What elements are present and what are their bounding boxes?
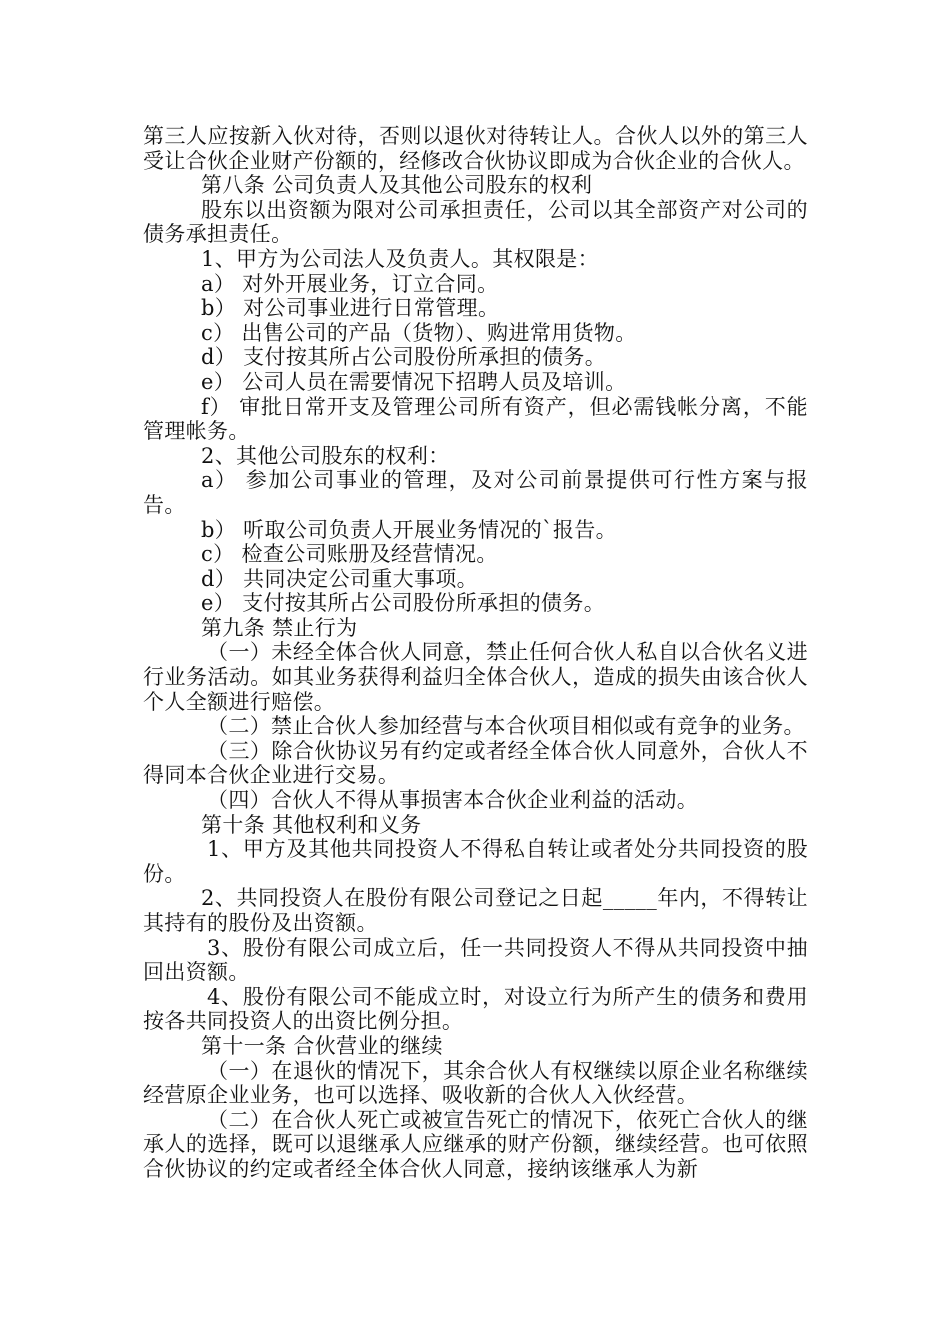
list-item: b） 对公司事业进行日常管理。: [201, 296, 500, 321]
paragraph: （一）未经全体合伙人同意，禁止任何合伙人私自以合伙名义进行业务活动。如其业务获得利益归全体合伙人，造成的损失由该合伙人个人全额进行赔偿。: [143, 640, 808, 714]
paragraph: 第三人应按新入伙对待，否则以退伙对待转让人。合伙人以外的第三人受让合伙企业财产份额的，经修改合伙协议即成为合伙企业的合伙人。: [143, 124, 808, 173]
list-item: e） 支付按其所占公司股份所承担的债务。: [201, 591, 606, 616]
list-item: e） 公司人员在需要情况下招聘人员及培训。: [201, 369, 627, 394]
paragraph: 股东以出资额为限对公司承担责任，公司以其全部资产对公司的债务承担责任。: [143, 197, 808, 247]
list-heading: 1、甲方为公司法人及负责人。其权限是：: [201, 246, 600, 271]
list-item: f） 审批日常开支及管理公司所有资产，但必需钱帐分离，不能管理帐务。: [143, 394, 808, 444]
paragraph: （二）禁止合伙人参加经营与本合伙项目相似或有竞争的业务。: [207, 714, 805, 739]
article-heading: 第八条 公司负责人及其他公司股东的权利: [201, 173, 593, 198]
paragraph: （四）合伙人不得从事损害本合伙企业利益的活动。: [207, 788, 699, 813]
list-heading: 2、其他公司股东的权利：: [201, 443, 450, 468]
paragraph: 2、共同投资人在股份有限公司登记之日起_____年内，不得转让其持有的股份及出资额。: [143, 886, 808, 935]
paragraph: 4、股份有限公司不能成立时，对设立行为所产生的债务和费用按各共同投资人的出资比例分担。: [143, 984, 808, 1034]
paragraph: 1、甲方及其他共同投资人不得私自转让或者处分共同投资的股份。: [143, 837, 808, 886]
list-item: a） 对外开展业务，订立合同。: [201, 271, 499, 296]
paragraph: （三）除合伙协议另有约定或者经全体合伙人同意外，合伙人不得同本合伙企业进行交易。: [143, 738, 808, 788]
article-heading: 第十条 其他权利和义务: [201, 812, 422, 837]
paragraph: （一）在退伙的情况下，其余合伙人有权继续以原企业名称继续经营原企业业务，也可以选择、吸收新的合伙人入伙经营。: [143, 1058, 808, 1108]
list-item: d） 支付按其所占公司股份所承担的债务。: [201, 345, 607, 370]
list-item: c） 检查公司账册及经营情况。: [201, 542, 498, 567]
article-heading: 第九条 禁止行为: [201, 615, 358, 640]
paragraph: 3、股份有限公司成立后，任一共同投资人不得从共同投资中抽回出资额。: [143, 935, 808, 985]
list-item: d） 共同决定公司重大事项。: [201, 566, 479, 591]
document-page: [143, 124, 808, 1182]
article-heading: 第十一条 合伙营业的继续: [201, 1033, 443, 1058]
paragraph: （二）在合伙人死亡或被宣告死亡的情况下，依死亡合伙人的继承人的选择，既可以退继承人应继承的财产份额，继续经营。也可依照合伙协议的约定或者经全体合伙人同意，接纳该继承人为新: [143, 1107, 808, 1181]
list-item: c） 出售公司的产品（货物）、购进常用货物。: [201, 320, 637, 345]
list-item: a） 参加公司事业的管理，及对公司前景提供可行性方案与报告。: [143, 468, 808, 517]
list-item: b） 听取公司负责人开展业务情况的`报告。: [201, 517, 617, 542]
